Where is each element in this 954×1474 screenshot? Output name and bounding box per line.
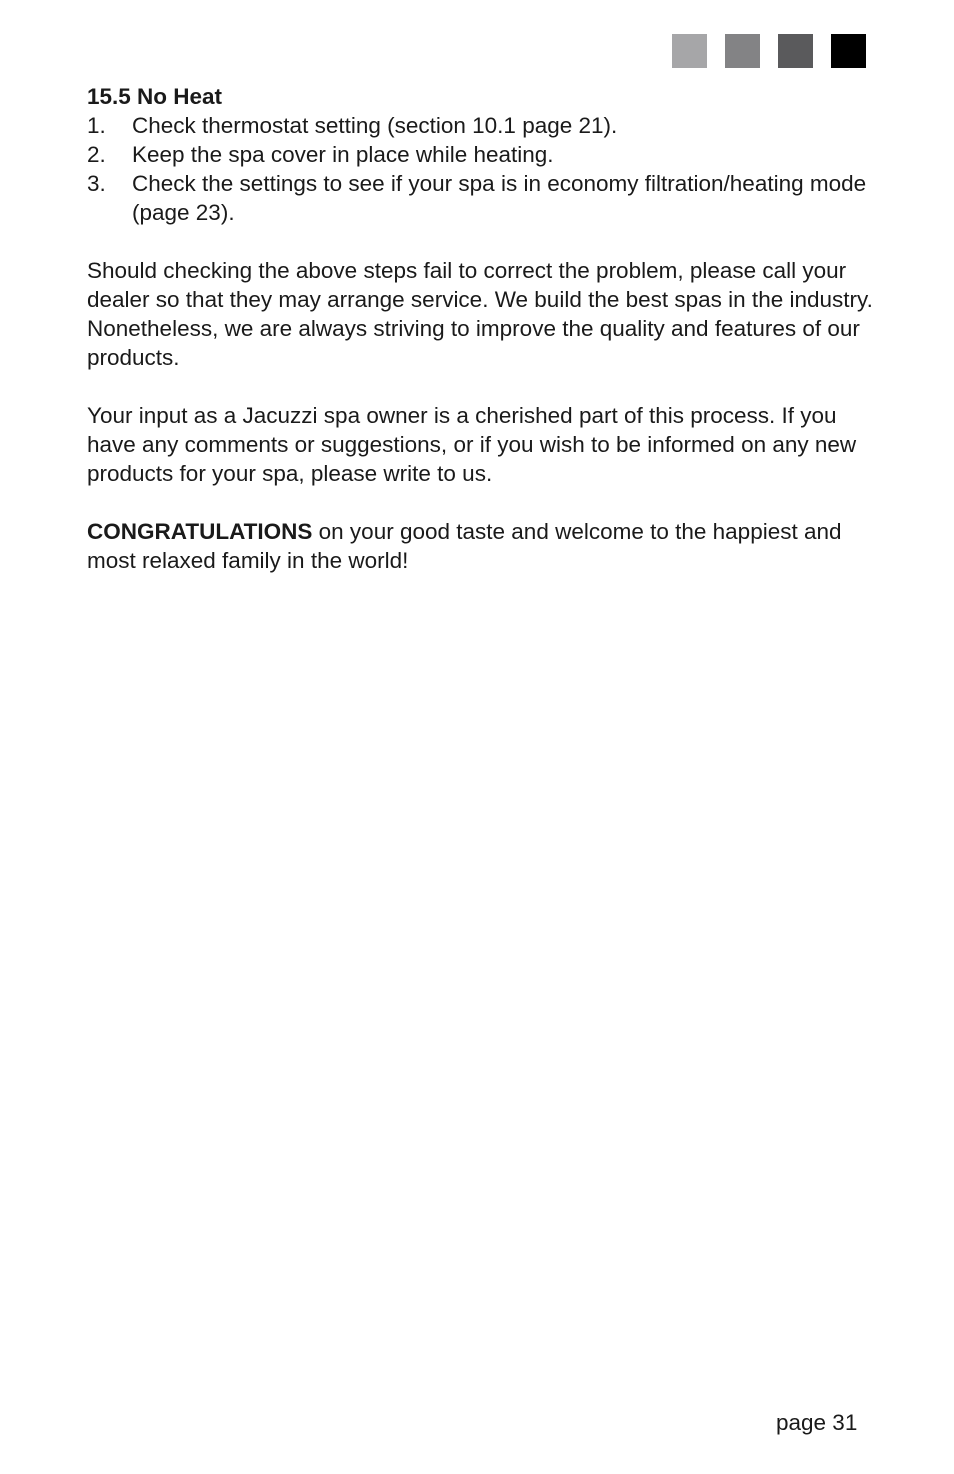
steps-list xyxy=(87,111,877,227)
list-item xyxy=(87,111,877,140)
step-text: Check the settings to see if your spa is in economy filtration/heating mode (page 23). xyxy=(132,171,867,225)
service-paragraph: Should checking the above steps fail to correct the problem, please call your dealer so that they may arrange service. We build the best spas in the industry. Nonetheless, we are always striving to improve the quality and features of our products. xyxy=(87,258,873,370)
step-number: 3. xyxy=(87,171,106,196)
tab-square-medium xyxy=(725,34,760,68)
tab-square-black xyxy=(831,34,866,68)
page-content xyxy=(87,82,877,575)
congratulations-text: on your good taste and welcome to the happiest and most relaxed family in the world! xyxy=(87,519,842,573)
step-text: Keep the spa cover in place while heating. xyxy=(132,142,554,167)
tab-square-dark xyxy=(778,34,813,68)
step-number: 2. xyxy=(87,142,106,167)
tab-square-light xyxy=(672,34,707,68)
congratulations-paragraph xyxy=(87,517,877,575)
list-item xyxy=(87,169,877,227)
list-item xyxy=(87,140,877,169)
step-number: 1. xyxy=(87,113,106,138)
section-heading: 15.5 No Heat xyxy=(87,84,223,109)
step-text: Check thermostat setting (section 10.1 page 21). xyxy=(132,113,618,138)
feedback-paragraph: Your input as a Jacuzzi spa owner is a cherished part of this process. If you have any comments or suggestions, or if you wish to be informed on any new products for your spa, please write to us. xyxy=(87,403,857,486)
section-tab-squares xyxy=(672,34,866,68)
congratulations-emphasis: CONGRATULATIONS xyxy=(87,519,313,544)
page-number: page 31 xyxy=(776,1410,858,1435)
